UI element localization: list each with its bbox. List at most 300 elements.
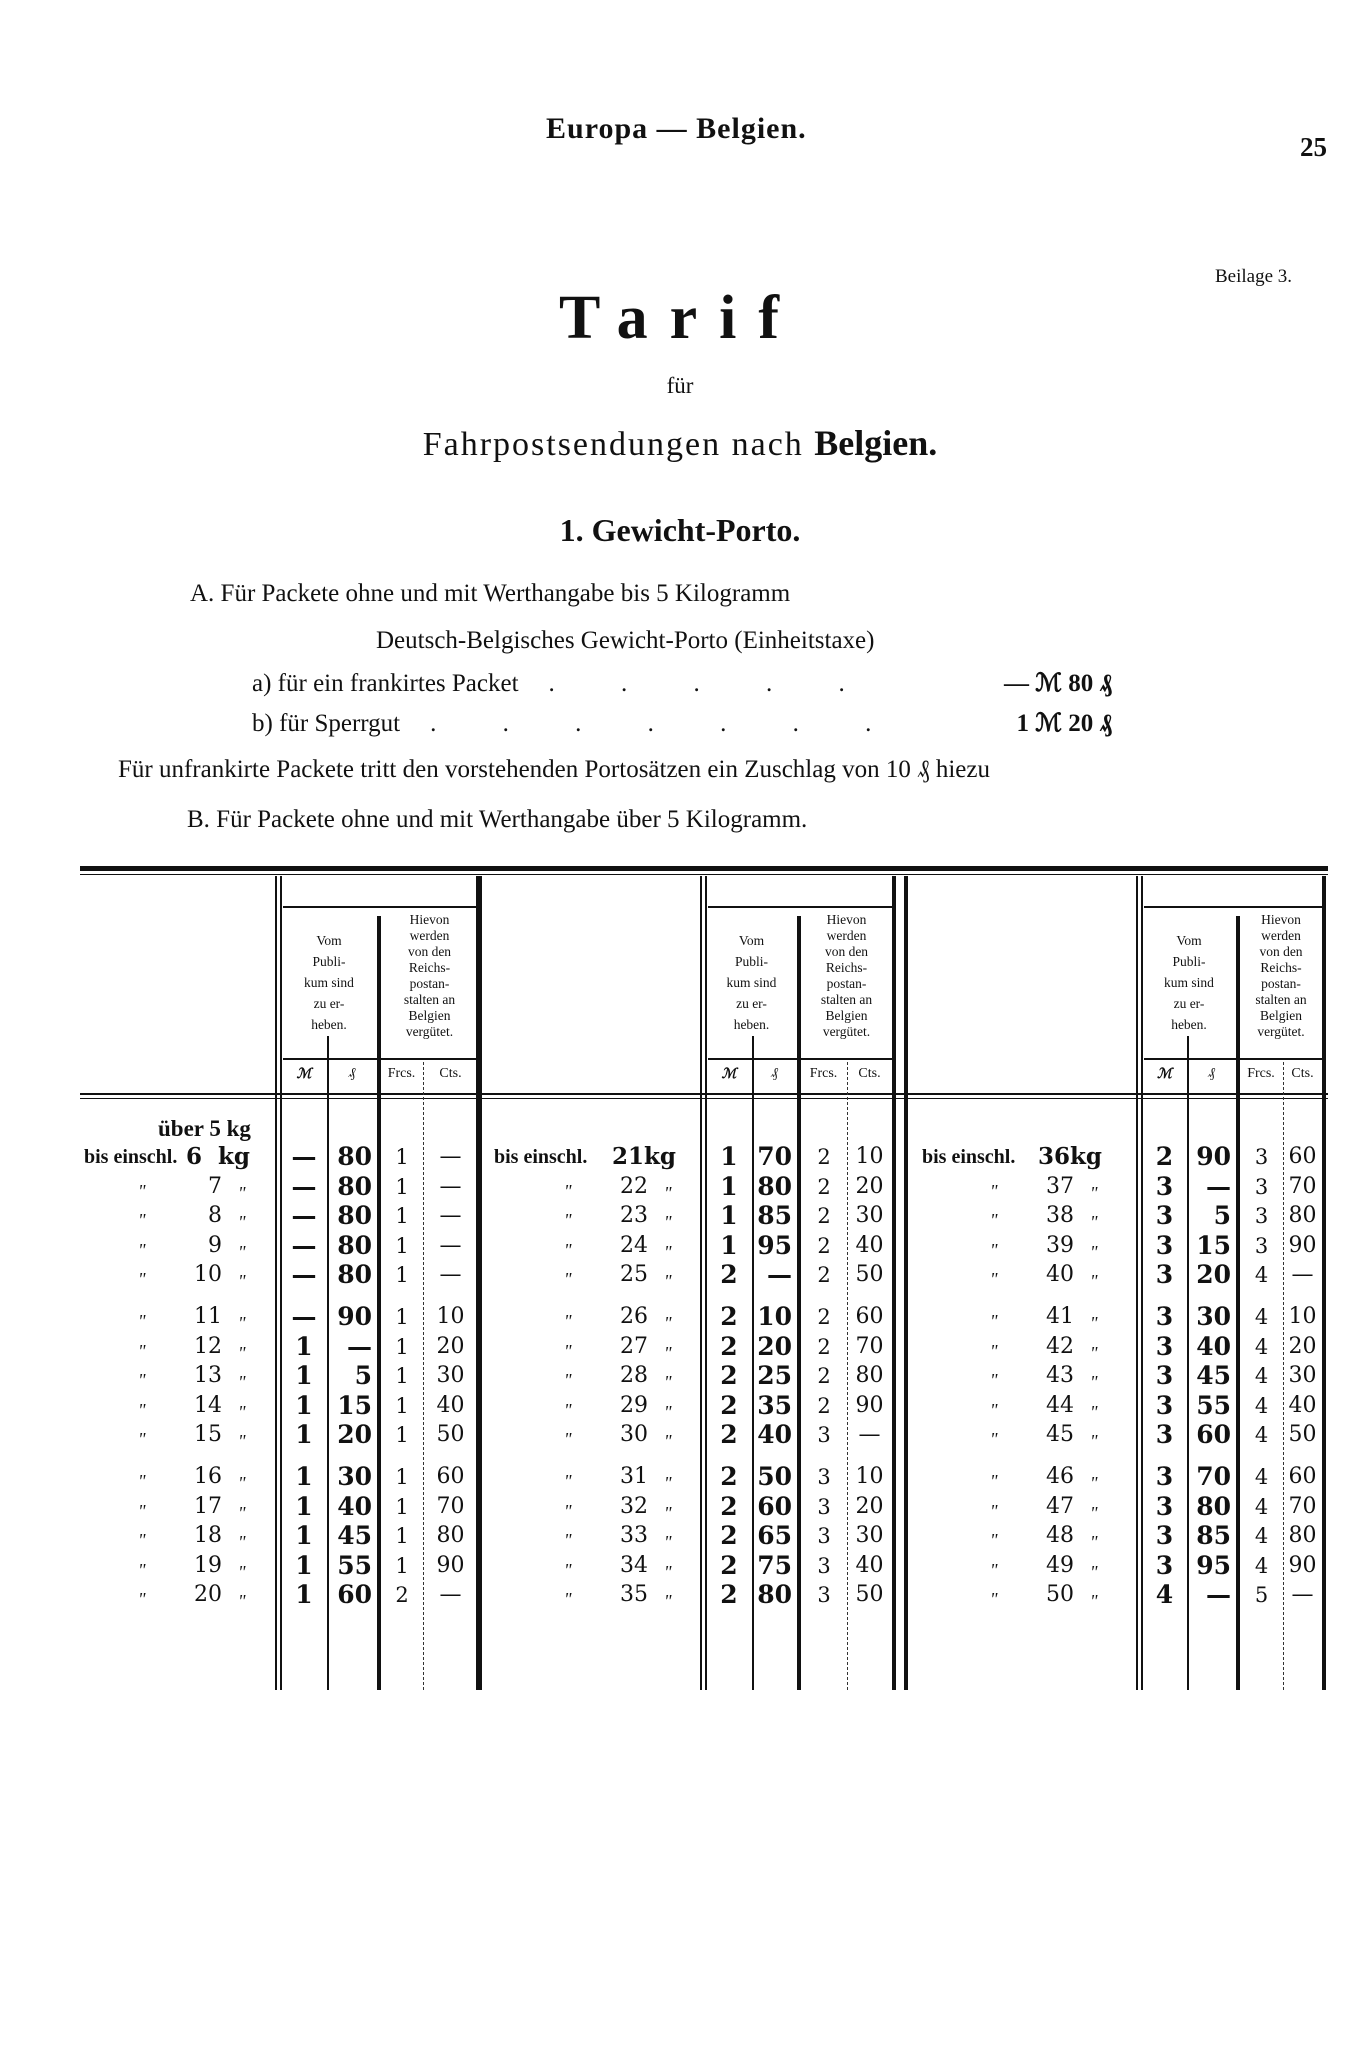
weight-value: 28 [620,1363,648,1389]
header-line: werden [1261,928,1301,943]
header-line: heben. [733,1017,770,1032]
header-line: Reichs- [1260,960,1302,975]
centimes-value: 80 [1288,1203,1317,1229]
weight-value: 12 [194,1333,222,1359]
ditto-mark: " [990,1471,998,1491]
francs-value: 3 [817,1583,831,1608]
francs-value: 1 [395,1334,409,1359]
weight-value: 6 [186,1143,203,1170]
ditto-mark: " [664,1182,672,1203]
ditto-mark: " [990,1559,998,1580]
weight-value: 45 [1046,1422,1074,1448]
mark-value: 2 [720,1580,738,1610]
weight-value: 37 [1046,1173,1074,1199]
header-line: kum sind [726,975,777,990]
weight-prefix: bis einschl. [84,1146,178,1168]
ditto-mark: " [664,1372,672,1393]
mark-value: 2 [720,1521,738,1551]
mark-value: 1 [295,1331,313,1361]
centimes-value: 70 [1288,1493,1317,1519]
header-line: heben. [311,1017,347,1032]
weight-value: 50 [1046,1582,1074,1608]
weight-value: 8 [208,1203,222,1229]
francs-value: 4 [1254,1524,1269,1549]
double-rule-left [275,876,277,1690]
francs-value: 4 [1254,1465,1269,1489]
ditto-mark: " [664,1473,672,1493]
ditto-mark: " [238,1212,246,1233]
centimes-value: 80 [1288,1523,1317,1549]
header-line: von den [824,944,869,959]
francs-value: 2 [817,1174,831,1199]
ditto-mark: " [990,1210,998,1231]
taxe-underline [1144,906,1322,908]
centimes-value: 40 [436,1392,465,1418]
mark-value: 2 [1155,1142,1174,1171]
francs-value: 1 [395,1145,409,1169]
ditto-mark: " [564,1500,572,1521]
francs-value: 3 [817,1524,831,1549]
weight-value: 19 [194,1552,222,1578]
centimes-value: 70 [436,1493,465,1519]
ditto-mark: " [238,1431,246,1452]
francs-value: 4 [1254,1393,1269,1418]
header-line: Reichs- [825,960,868,975]
mark-value: — [291,1201,317,1231]
weight-value: 26 [620,1304,648,1329]
ditto-mark: " [990,1530,998,1551]
pfennig-value: 80 [337,1142,372,1171]
francs-value: 1 [395,1174,409,1199]
header-line: Hievon [826,912,867,927]
ditto-mark: " [990,1239,998,1260]
unit-cts: Cts. [1291,1066,1314,1081]
centimes-value: 20 [1288,1333,1317,1359]
taxe-underline [708,906,892,908]
header-line: Vom [1176,933,1202,948]
frcs-cts-divider [847,1062,848,1690]
header-line: zu er- [736,996,767,1011]
ditto-mark: " [1090,1532,1098,1553]
weight-value: 16 [194,1464,222,1489]
weight-value: 17 [194,1493,222,1519]
centimes-value: — [858,1422,881,1448]
pfennig-value: — [1206,1171,1231,1201]
ditto-mark: " [1090,1342,1098,1363]
pfennig-value: 85 [757,1201,792,1231]
mark-value: 2 [720,1550,738,1580]
centimes-value: 30 [436,1363,465,1389]
centimes-value: 10 [1288,1304,1317,1329]
francs-value: 3 [1254,1233,1269,1258]
ditto-mark: " [664,1561,672,1582]
centimes-value: 30 [855,1523,884,1549]
ditto-mark: " [990,1429,998,1450]
header-line: stalten an [403,992,456,1007]
ditto-mark: " [138,1589,146,1610]
ditto-mark: " [664,1532,672,1553]
pfennig-value: 40 [757,1420,792,1450]
unit-pfennig: ₰ [771,1066,778,1081]
francs-value: 3 [1254,1145,1269,1169]
header-line: stalten an [820,992,873,1007]
centimes-value: — [439,1232,462,1258]
weight-prefix: bis einschl. [922,1146,1016,1168]
unit-row-line [708,1058,892,1060]
mark-value: 1 [295,1521,313,1551]
ditto-mark: " [990,1500,998,1521]
ditto-mark: " [564,1589,572,1610]
ditto-mark: " [1090,1502,1098,1523]
double-rule-left [700,876,702,1690]
pfennig-value: 80 [757,1171,792,1201]
weight-value: 24 [620,1232,648,1258]
centimes-value: 70 [855,1333,884,1359]
ditto-mark: " [990,1311,998,1331]
ditto-mark: " [238,1241,246,1262]
header-line: werden [409,928,450,943]
ditto-mark: " [564,1311,572,1331]
francs-value: 3 [817,1423,831,1448]
weight-value: 27 [620,1333,648,1359]
unfrankirt-surcharge-text: Für unfrankirte Packete tritt den vorstehenden Portosätzen ein Zuschlag von 10 ₰ hiezu [118,756,990,783]
weight-value: 22 [620,1173,648,1199]
centimes-value: 90 [436,1552,465,1578]
header-line: Publi- [734,954,768,969]
pfennig-value: 80 [1196,1491,1231,1521]
pfennig-value: 45 [337,1521,372,1551]
ditto-mark: " [238,1372,246,1393]
ditto-mark: " [564,1269,572,1290]
pfennig-value: 55 [1196,1390,1231,1420]
ditto-mark: " [1090,1431,1098,1452]
centimes-value: — [1291,1582,1314,1608]
frcs-cts-divider [1283,1062,1284,1690]
block-left-rule [476,876,480,1690]
ditto-mark: " [664,1401,672,1422]
section-a-text: A. Für Packete ohne und mit Werthangabe bis 5 Kilogramm [190,580,791,607]
weight-value: 18 [194,1523,222,1549]
rate-amount: 1 ℳ 20 ₰ [1016,710,1112,737]
pfennig-value: 20 [337,1420,372,1450]
running-head: Europa — Belgien. [546,112,807,145]
unit-row-line [283,1058,478,1060]
francs-value: 1 [395,1364,409,1389]
centimes-value: 90 [1288,1232,1317,1258]
centimes-value: 50 [855,1262,884,1288]
centimes-value: 20 [855,1173,884,1199]
header-line: kum sind [1164,975,1214,990]
ditto-mark: " [1090,1591,1098,1612]
centimes-value: — [439,1582,462,1608]
weight-value: 23 [620,1203,648,1229]
mark-value: 2 [720,1390,738,1420]
mark-value: 2 [720,1491,738,1521]
rate-row-sperrgut [252,708,1112,738]
weight-value: 29 [620,1392,648,1418]
centimes-value: 90 [855,1392,884,1418]
francs-value: 2 [817,1393,831,1418]
header-line: zu er- [313,996,345,1011]
mark-value: 3 [1155,1521,1174,1551]
ditto-mark: " [238,1342,246,1363]
francs-value: 2 [817,1305,831,1329]
mark-value: 3 [1155,1361,1174,1391]
mark-value: 3 [1155,1491,1174,1521]
ditto-mark: " [564,1429,572,1450]
weight-value: 7 [208,1173,222,1199]
header-line: Reichs- [408,960,451,975]
page-title: Tarif [558,284,802,352]
mark-value: 1 [295,1580,313,1610]
pfennig-value: 40 [337,1491,372,1521]
centimes-value: 50 [436,1422,465,1448]
mark-value: 3 [1155,1171,1174,1201]
francs-value: 3 [1254,1174,1269,1199]
francs-value: 4 [1254,1494,1269,1519]
mark-value: 2 [720,1361,738,1391]
ditto-mark: " [138,1559,146,1580]
centimes-value: — [439,1203,462,1229]
rate-label: b) für Sperrgut [252,710,401,737]
centimes-value: 50 [1288,1422,1317,1448]
mark-value: 1 [295,1550,313,1580]
ditto-mark: " [664,1212,672,1233]
unit-mark: ℳ [721,1067,737,1082]
hievon-header [1240,912,1322,1040]
mark-value: 3 [1155,1420,1174,1450]
centimes-value: — [439,1144,462,1169]
ditto-mark: " [138,1311,146,1331]
francs-value: 3 [817,1465,831,1489]
header-line: Vom [316,933,342,948]
ditto-mark: " [664,1431,672,1452]
ditto-mark: " [664,1342,672,1363]
frcs-cts-divider [423,1062,424,1690]
centimes-value: — [439,1173,462,1199]
mark-value: 1 [720,1142,738,1171]
ditto-mark: " [138,1239,146,1260]
centimes-value: 40 [855,1552,884,1578]
header-line: Hievon [1261,912,1301,927]
section-heading: 1. Gewicht-Porto. [559,512,801,548]
ditto-mark: " [564,1530,572,1551]
weight-value: 46 [1046,1464,1074,1489]
rate-amount: — ℳ 80 ₰ [1004,670,1112,697]
header-line: postan- [409,976,450,991]
mark-value: 3 [1155,1230,1174,1260]
pfennig-value: — [1206,1580,1231,1610]
weight-value: 44 [1046,1392,1074,1418]
leader-dots: . . . . . [548,670,875,697]
mark-value: — [291,1142,317,1171]
table-top-rule [80,866,1328,871]
centimes-value: 50 [855,1582,884,1608]
weight-value: 47 [1046,1493,1074,1519]
double-rule-left [1136,876,1138,1690]
subtitle-prefix: Fahrpostsendungen nach [422,426,804,463]
mark-value: 2 [720,1420,738,1450]
mark-value: 4 [1155,1580,1174,1610]
pfennig-value: 30 [337,1462,372,1491]
pfennig-value: 60 [337,1580,372,1610]
francs-value: 3 [817,1494,831,1519]
weight-value: 9 [208,1232,222,1258]
mark-value: — [291,1260,317,1290]
francs-value: 2 [817,1233,831,1258]
mark-value: 2 [720,1331,738,1361]
block-right-rule [892,876,896,1690]
weight-value: 49 [1046,1552,1074,1578]
pfennig-value: 10 [757,1302,792,1331]
mark-value: 2 [720,1302,738,1331]
pfennig-value: 80 [337,1201,372,1231]
centimes-value: 70 [1288,1173,1317,1199]
ditto-mark: " [1090,1561,1098,1582]
ditto-mark: " [564,1471,572,1491]
vom-publikum-header [1142,930,1236,1035]
mark-value: 3 [1155,1550,1174,1580]
unit-frcs: Frcs. [1247,1066,1275,1081]
ditto-mark: " [664,1591,672,1612]
ditto-mark: " [238,1313,246,1333]
mark-value: 1 [295,1420,313,1450]
ditto-mark: " [564,1180,572,1201]
unit-pfennig: ₰ [1208,1066,1215,1081]
block-left-rule [904,876,908,1690]
francs-value: 5 [1254,1583,1269,1608]
header-line: zu er- [1173,996,1205,1011]
title-fuer: für [666,373,694,398]
block-right-rule [1322,876,1326,1690]
weight-value: 33 [620,1523,648,1549]
header-line: stalten an [1255,992,1307,1007]
weight-value: 14 [194,1392,222,1418]
mark-value: 1 [720,1201,738,1231]
francs-value: 3 [1254,1204,1269,1229]
pfennig-value: 60 [757,1491,792,1521]
ditto-mark: " [564,1399,572,1420]
pfennig-value: — [347,1331,372,1361]
centimes-value: 60 [1288,1144,1317,1169]
header-line: vergütet. [1257,1024,1305,1039]
hievon-header [381,912,478,1040]
ditto-mark: " [138,1530,146,1551]
francs-value: 1 [395,1263,409,1288]
centimes-value: 20 [436,1333,465,1359]
weight-unit: kg [218,1143,251,1170]
ditto-mark: " [564,1370,572,1391]
ditto-mark: " [1090,1473,1098,1493]
taxe-underline [283,906,478,908]
weight-value: 39 [1046,1232,1074,1258]
francs-value: 1 [395,1524,409,1549]
mark-value: 3 [1155,1201,1174,1231]
hievon-header [801,912,892,1040]
weight-value: 10 [194,1262,222,1288]
francs-value: 4 [1254,1364,1269,1389]
header-line: postan- [826,976,867,991]
francs-value: 4 [1254,1553,1269,1578]
weight-value: 30 [620,1422,648,1448]
centimes-value: 30 [1288,1363,1317,1389]
mark-value: — [291,1171,317,1201]
subtitle-country: Belgien. [814,423,938,463]
centimes-value: 30 [855,1203,884,1229]
francs-value: 4 [1254,1334,1269,1359]
ditto-mark: " [1090,1313,1098,1333]
ditto-mark: " [138,1269,146,1290]
centimes-value: 60 [1288,1464,1317,1489]
pfennig-value: 45 [1196,1361,1231,1391]
mark-value: 1 [720,1171,738,1201]
pfennig-value: 5 [1213,1201,1231,1231]
francs-value: 1 [395,1494,409,1519]
pfennig-value: 35 [757,1390,792,1420]
centimes-value: 20 [855,1493,884,1519]
mark-value: 3 [1155,1390,1174,1420]
table-top-rule-thin [80,874,1328,875]
ditto-mark: " [564,1239,572,1260]
francs-value: 1 [395,1423,409,1448]
pfennig-value: 95 [1196,1550,1231,1580]
unit-mark: ℳ [296,1067,312,1082]
ditto-mark: " [990,1269,998,1290]
centimes-value: 10 [436,1304,465,1329]
header-line: Belgien [1260,1008,1302,1023]
pfennig-value: 15 [337,1390,372,1420]
mark-value: 2 [720,1260,738,1290]
mark-value: 3 [1155,1302,1174,1331]
ditto-mark: " [138,1340,146,1361]
header-line: von den [407,944,452,959]
ditto-mark: " [564,1559,572,1580]
francs-value: 2 [817,1334,831,1359]
header-line: vergütet. [822,1024,871,1039]
mark-value: 1 [720,1230,738,1260]
ditto-mark: " [138,1471,146,1491]
weight-value: 40 [1046,1262,1074,1288]
rate-row-frankirt [252,668,1112,698]
ditto-mark: " [238,1182,246,1203]
francs-value: 1 [395,1233,409,1258]
header-line: Hievon [409,912,450,927]
unit-row-line [1144,1058,1322,1060]
pfennig-value: 60 [1196,1420,1231,1450]
mark-value: — [291,1302,317,1331]
weight-value: 35 [620,1582,648,1608]
francs-value: 4 [1254,1423,1269,1448]
mark-value: 1 [295,1462,313,1491]
unit-cts: Cts. [858,1066,881,1081]
centimes-value: — [439,1262,462,1288]
weight-value: 48 [1046,1523,1074,1549]
ditto-mark: " [664,1271,672,1292]
pfennig-value: 20 [757,1331,792,1361]
header-line: heben. [1171,1017,1207,1032]
ditto-mark: " [1090,1372,1098,1393]
mark-value: 3 [1155,1462,1174,1491]
ditto-mark: " [138,1429,146,1450]
ditto-mark: " [1090,1241,1098,1262]
weight-value: 42 [1046,1333,1074,1359]
header-line: postan- [1261,976,1301,991]
pfennig-value: 90 [337,1302,372,1331]
pfennig-value: 65 [757,1521,792,1551]
centimes-value: 40 [855,1232,884,1258]
header-line: Vom [738,933,765,948]
mark-value: 1 [295,1390,313,1420]
